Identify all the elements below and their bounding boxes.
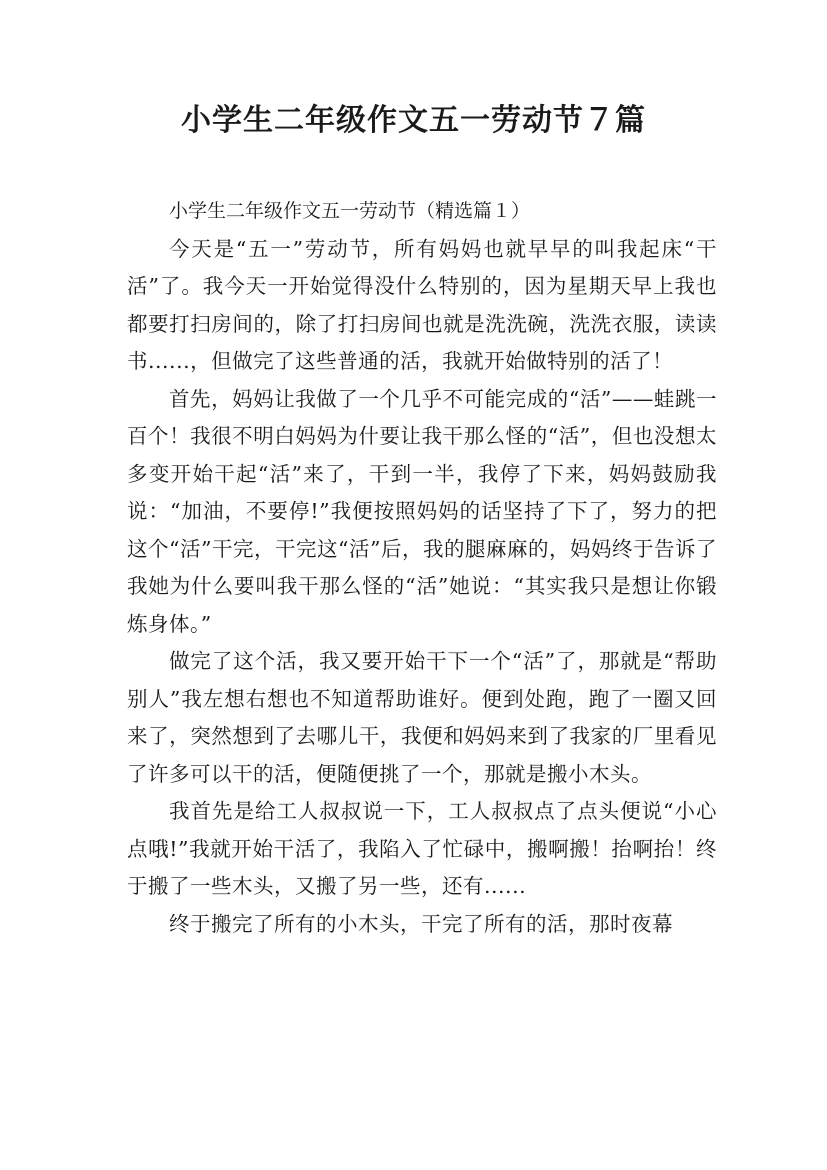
- paragraph-4: 我首先是给工人叔叔说一下，工人叔叔点了点头便说“小心点哦!”我就开始干活了，我陷入了忙碌中，搬啊搬！抬啊抬！终于搬了一些木头，又搬了另一些，还有......: [127, 799, 717, 898]
- paragraph-5: 终于搬完了所有的小木头，干完了所有的活，那时夜幕: [169, 911, 673, 936]
- paragraph-3: 做完了这个活，我又要开始干下一个“活”了，那就是“帮助别人”我左想右想也不知道帮助谁好。便到处跑，跑了一圈又回来了，突然想到了去哪儿干，我便和妈妈来到了我家的厂里看见了许多可以干的活，便随便挑了一个，那就是搬小木头。: [127, 649, 717, 786]
- paragraph-2: 首先，妈妈让我做了一个几乎不可能完成的“活”——蛙跳一百个！我很不明白妈妈为什要让我干那么怪的“活”，但也没想太多变开始干起“活”来了，干到一半，我停了下来，妈妈鼓励我说：“加油，不要停!”我便按照妈妈的话坚持了下了，努力的把这个“活”干完，干完这“活”后，我的腿麻麻的，妈妈终于告诉了我她为什么要叫我干那么怪的“活”她说：“其实我只是想让你锻炼身体。”: [127, 386, 717, 636]
- document-body: [127, 193, 717, 943]
- document-title: 小学生二年级作文五一劳动节７篇: [181, 103, 646, 138]
- paragraph-1: 今天是“五一”劳动节，所有妈妈也就早早的叫我起床“干活”了。我今天一开始觉得没什么特别的，因为星期天早上我也都要打扫房间的，除了打扫房间也就是洗洗碗，洗洗衣服，读读书......，但做完了这些普通的活，我就开始做特别的活了！: [127, 236, 717, 373]
- section-heading: 小学生二年级作文五一劳动节（精选篇１）: [169, 200, 531, 222]
